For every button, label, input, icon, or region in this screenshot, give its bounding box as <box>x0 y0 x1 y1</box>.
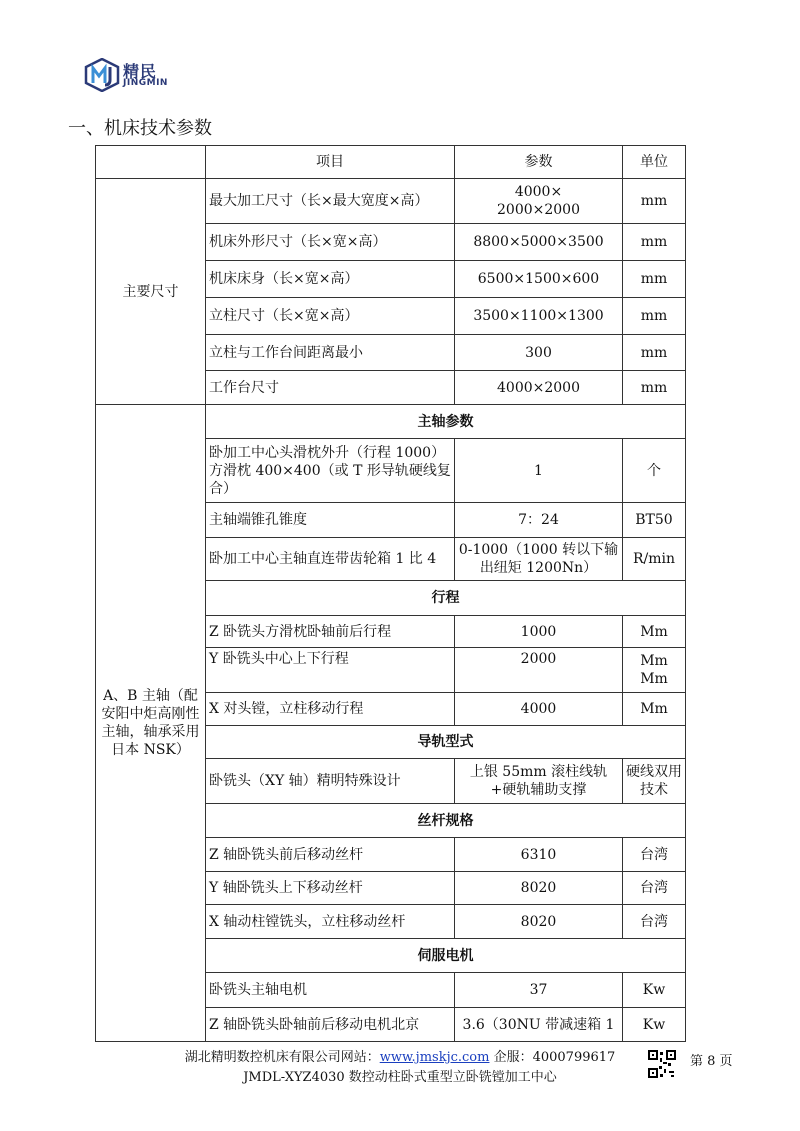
row-param: 上银 55mm 滚柱线轨+硬轨辅助支撑 <box>455 759 623 804</box>
row-item: 主轴端锥孔锥度 <box>206 503 455 538</box>
header-unit: 单位 <box>623 146 686 179</box>
row-unit: 台湾 <box>623 872 686 905</box>
category-ab-spindle: A、B 主轴（配安阳中炬高刚性主轴，轴承采用日本 NSK） <box>96 405 206 1042</box>
subheader-spindle-params: 主轴参数 <box>206 405 686 439</box>
spec-table <box>95 145 686 1042</box>
row-param: 4000×2000 <box>455 371 623 405</box>
footer-doc-title: JMDL-XYZ4030 数控动柱卧式重型立卧铣镗加工中心 <box>243 1070 557 1085</box>
row-item: Z 轴卧铣头前后移动丝杆 <box>206 838 455 872</box>
row-param: 7：24 <box>455 503 623 538</box>
row-unit: 硬线双用技术 <box>623 759 686 804</box>
row-item: 机床外形尺寸（长×宽×高） <box>206 224 455 261</box>
row-unit: Mm Mm <box>623 648 686 693</box>
row-item: 工作台尺寸 <box>206 371 455 405</box>
row-param: 6500×1500×600 <box>455 261 623 298</box>
subheader-guideway: 导轨型式 <box>206 726 686 759</box>
row-item: 立柱与工作台间距离最小 <box>206 335 455 371</box>
subheader-ballscrew: 丝杆规格 <box>206 804 686 838</box>
company-logo <box>84 58 174 92</box>
row-param: 4000× 2000×2000 <box>455 179 623 224</box>
row-param: 0-1000（1000 转以下输出纽矩 1200Nn） <box>455 538 623 581</box>
row-param: 3500×1100×1300 <box>455 298 623 335</box>
row-item: X 对头镗，立柱移动行程 <box>206 693 455 726</box>
jingmin-logo-icon <box>84 58 120 92</box>
row-unit: Kw <box>623 973 686 1008</box>
row-item: 最大加工尺寸（长×最大宽度×高） <box>206 179 455 224</box>
row-unit: 台湾 <box>623 905 686 939</box>
row-item: 卧铣头（XY 轴）精明特殊设计 <box>206 759 455 804</box>
subheader-travel: 行程 <box>206 581 686 616</box>
row-item: Y 轴卧铣头上下移动丝杆 <box>206 872 455 905</box>
row-unit: 台湾 <box>623 838 686 872</box>
table-row <box>96 179 686 224</box>
row-param: 1 <box>455 439 623 503</box>
subheader-row <box>96 405 686 439</box>
row-param: 6310 <box>455 838 623 872</box>
row-item: Z 轴卧铣头卧轴前后移动电机北京 <box>206 1008 455 1042</box>
footer-contact <box>0 1046 800 1065</box>
header-param: 参数 <box>455 146 623 179</box>
row-param: 8020 <box>455 872 623 905</box>
category-main-dimensions: 主要尺寸 <box>96 179 206 405</box>
row-unit: mm <box>623 224 686 261</box>
row-param: 8020 <box>455 905 623 939</box>
row-param: 4000 <box>455 693 623 726</box>
row-item: 机床床身（长×宽×高） <box>206 261 455 298</box>
row-item: X 轴动柱镗铣头，立柱移动丝杆 <box>206 905 455 939</box>
row-item: Z 卧铣头方滑枕卧轴前后行程 <box>206 616 455 648</box>
row-item: 卧加工中心头滑枕外升（行程 1000）方滑枕 400×400（或 T 形导轨硬线复合） <box>206 439 455 503</box>
row-param: 3.6（30NU 带减速箱 1 <box>455 1008 623 1042</box>
footer-company: 湖北精明数控机床有限公司网站： <box>184 1050 380 1065</box>
table-header-row <box>96 146 686 179</box>
row-unit: BT50 <box>623 503 686 538</box>
row-param: 37 <box>455 973 623 1008</box>
row-param: 300 <box>455 335 623 371</box>
section-title: 一、机床技术参数 <box>68 118 212 139</box>
website-link[interactable]: www.jmskjc.com <box>379 1050 490 1065</box>
row-param: 2000 <box>455 648 623 693</box>
row-unit: mm <box>623 261 686 298</box>
row-param: 8800×5000×3500 <box>455 224 623 261</box>
row-unit: 个 <box>623 439 686 503</box>
row-unit: mm <box>623 371 686 405</box>
row-item: 卧加工中心主轴直连带齿轮箱 1 比 4 <box>206 538 455 581</box>
header-item: 项目 <box>206 146 455 179</box>
subheader-servo-motor: 伺服电机 <box>206 939 686 973</box>
page-number: 第 8 页 <box>690 1054 733 1069</box>
row-item: Y 卧铣头中心上下行程 <box>206 648 455 693</box>
row-unit: mm <box>623 335 686 371</box>
row-param: 1000 <box>455 616 623 648</box>
logo-text-en: JINGMIN <box>123 78 168 88</box>
header-empty <box>96 146 206 179</box>
row-unit: R/min <box>623 538 686 581</box>
row-unit: mm <box>623 298 686 335</box>
row-unit: Kw <box>623 1008 686 1042</box>
row-unit: mm <box>623 179 686 224</box>
row-unit: Mm <box>623 693 686 726</box>
footer-service: 企服：4000799617 <box>489 1050 616 1065</box>
row-unit: Mm <box>623 616 686 648</box>
logo-text-cn: 精民 <box>123 62 158 81</box>
row-item: 立柱尺寸（长×宽×高） <box>206 298 455 335</box>
row-item: 卧铣头主轴电机 <box>206 973 455 1008</box>
